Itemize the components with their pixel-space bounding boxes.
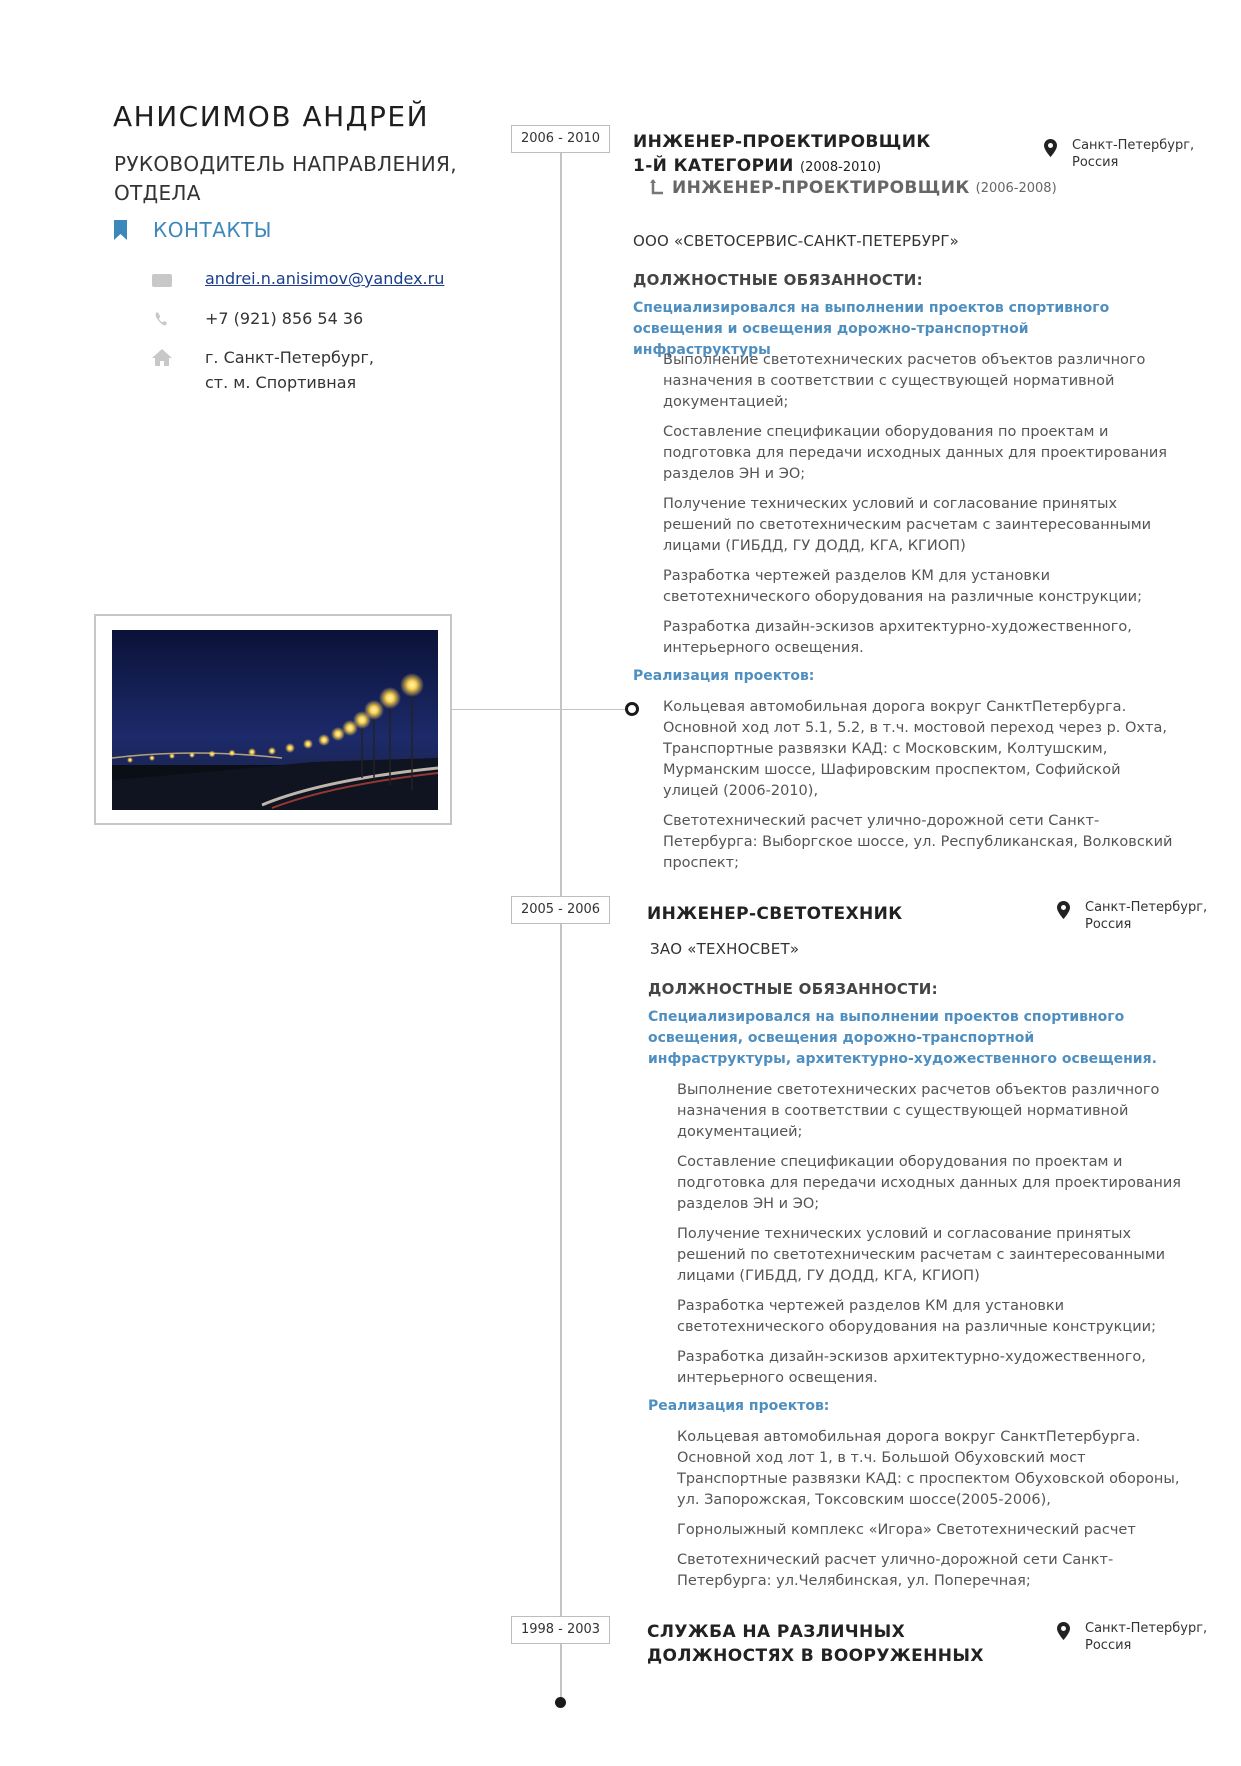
projects-list [663,697,1173,883]
address-line-2: ст. м. Спортивная [205,373,357,392]
projects-title: Реализация проектов: [633,668,815,684]
project-item: Кольцевая автомобильная дорога вокруг СанктПетербурга. Основной ход лот 1, в т.ч. Большой Обуховский мост Транспортные развязки КАД: с проспектом Обуховской обороны, ул. Запорожская, Токсовским шоссе(2005-2006), [677,1429,1180,1508]
location-country: Россия [1072,155,1119,170]
location-pin-icon [1044,139,1057,157]
job-title [633,130,931,180]
resume-name: АНИСИМОВ АНДРЕЙ [113,100,430,133]
home-icon [150,347,174,367]
location-country: Россия [1085,917,1132,932]
project-photo-frame [94,614,452,825]
location-country: Россия [1085,1638,1132,1653]
project-item: Горнолыжный комплекс «Игора» Светотехнический расчет [677,1522,1136,1538]
phone-icon [150,309,174,329]
duty-item: Составление спецификации оборудования по проектам и подготовка для передачи исходных данных для проектирования разделов ЭН и ЭО; [677,1154,1182,1212]
duties-title: ДОЛЖНОСТНЫЕ ОБЯЗАННОСТИ: [648,980,938,998]
contacts-title: КОНТАКТЫ [153,218,272,242]
duty-item: Выполнение светотехнических расчетов объектов различного назначения в соответствии с существующей нормативной документацией; [663,352,1146,410]
company-name: ЗАО «ТЕХНОСВЕТ» [650,940,800,958]
location-pin-icon [1057,1622,1070,1640]
job-location [1057,899,1207,933]
email-link[interactable]: andrei.n.anisimov@yandex.ru [205,269,445,288]
projects-list [677,1427,1187,1601]
job-location [1057,1620,1207,1654]
job-title: ИНЖЕНЕР-СВЕТОТЕХНИК [647,904,903,924]
job-title-line-2 [633,154,931,180]
previous-title-years: (2006-2008) [975,180,1057,196]
duties-list [677,1080,1187,1398]
duty-item: Выполнение светотехнических расчетов объектов различного назначения в соответствии с существующей нормативной документацией; [677,1082,1160,1140]
duty-item: Разработка чертежей разделов КМ для установки светотехнического оборудования на различные конструкции; [663,568,1142,605]
location-city: Санкт-Петербург, [1085,1621,1208,1636]
project-item: Кольцевая автомобильная дорога вокруг СанктПетербурга. Основной ход лот 5.1, 5.2, в т.ч. мостовой переход через р. Охта, Транспортные развязки КАД: с Московским, Колтушским, Мурманским шоссе, Шафировским проспектом, Софийской улицей (2006-2010), [663,699,1167,799]
duty-item: Разработка чертежей разделов КМ для установки светотехнического оборудования на различные конструкции; [677,1298,1156,1335]
duty-item: Получение технических условий и согласование принятых решений по светотехническим расчетам с заинтересованными лицами (ГИБДД, ГУ ДОДД, КГА, КГИОП) [677,1226,1166,1284]
duties-list [663,350,1173,668]
timeline-marker [625,702,639,716]
job-title-line-1: СЛУЖБА НА РАЗЛИЧНЫХ [647,1622,906,1642]
projects-title: Реализация проектов: [648,1398,830,1414]
company-name: ООО «СВЕТОСЕРВИС-САНКТ-ПЕТЕРБУРГ» [633,232,960,250]
job-title-line-1: ИНЖЕНЕР-ПРОЕКТИРОВЩИК [633,132,931,152]
job-location [1044,137,1194,171]
timeline-photo-connector [452,709,630,710]
phone-number: +7 (921) 856 54 36 [205,309,364,328]
specialization-text: Специализировался на выполнении проектов спортивного освещения, освещения дорожно-транспортной инфраструктуры, архитектурно-художественного освещения. [648,1009,1157,1067]
resume-role: РУКОВОДИТЕЛЬ НАПРАВЛЕНИЯ, ОТДЕЛА [114,152,457,205]
email-icon [150,270,174,290]
duty-item: Составление спецификации оборудования по проектам и подготовка для передачи исходных данных для проектирования разделов ЭН и ЭО; [663,424,1168,482]
timeline-end-dot [555,1697,566,1708]
location-city: Санкт-Петербург, [1072,138,1195,153]
location-pin-icon [1057,901,1070,919]
location-city: Санкт-Петербург, [1085,900,1208,915]
duty-item: Разработка дизайн-эскизов архитектурно-художественного, интерьерного освещения. [663,619,1132,656]
night-highway-photo [112,630,438,810]
specialization-text: Специализировался на выполнении проектов спортивного освещения и освещения дорожно-транспортной инфраструктуры [633,300,1110,358]
project-item: Светотехнический расчет улично-дорожной сети Санкт-Петербурга: Выборгское шоссе, ул. Республиканская, Волковский проспект; [663,813,1173,871]
period-badge: 1998 - 2003 [511,1616,610,1644]
period-badge: 2005 - 2006 [511,896,610,924]
job-title-years: (2008-2010) [800,160,882,175]
job-title-line-2: ДОЛЖНОСТЯХ В ВООРУЖЕННЫХ [647,1646,984,1666]
project-item: Светотехнический расчет улично-дорожной сети Санкт-Петербурга: ул.Челябинская, ул. Поперечная; [677,1552,1114,1589]
return-arrow-icon [650,179,666,197]
duty-item: Получение технических условий и согласование принятых решений по светотехническим расчетам с заинтересованными лицами (ГИБДД, ГУ ДОДД, КГА, КГИОП) [663,496,1152,554]
job-title [647,1620,984,1668]
job-title-level: 1-Й КАТЕГОРИИ [633,156,794,176]
timeline-line [560,146,562,1703]
bookmark-icon [114,220,127,240]
duties-title: ДОЛЖНОСТНЫЕ ОБЯЗАННОСТИ: [633,271,923,289]
period-badge: 2006 - 2010 [511,125,610,153]
previous-title-text: ИНЖЕНЕР-ПРОЕКТИРОВЩИК [672,178,970,198]
duty-item: Разработка дизайн-эскизов архитектурно-художественного, интерьерного освещения. [677,1349,1146,1386]
previous-title [650,178,1057,198]
address-line-1: г. Санкт-Петербург, [205,348,374,367]
contacts-heading [114,218,272,242]
